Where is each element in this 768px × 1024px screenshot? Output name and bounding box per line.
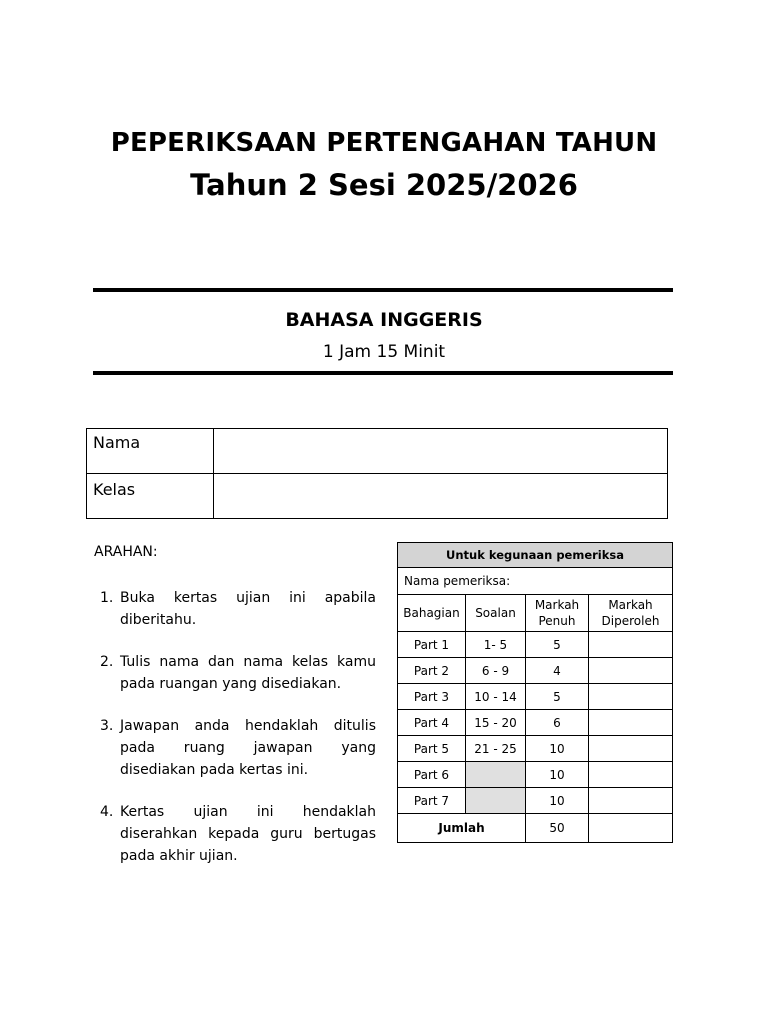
questions-cell xyxy=(466,788,526,814)
obtained-marks-cell[interactable] xyxy=(589,684,673,710)
part-cell: Part 4 xyxy=(398,710,466,736)
full-marks-cell: 10 xyxy=(526,736,589,762)
name-label: Nama xyxy=(87,429,214,474)
instruction-item xyxy=(94,587,376,631)
instruction-text: Buka kertas ujian ini apabila diberitahu. xyxy=(120,590,376,628)
instruction-number: 4. xyxy=(100,804,114,820)
examiner-name-field[interactable]: Nama pemeriksa: xyxy=(398,568,673,595)
column-header: Markah Diperoleh xyxy=(589,595,673,632)
part-cell: Part 3 xyxy=(398,684,466,710)
class-field[interactable] xyxy=(214,474,668,519)
instruction-item xyxy=(94,651,376,695)
table-row xyxy=(398,632,673,658)
questions-cell: 1- 5 xyxy=(466,632,526,658)
instructions-list xyxy=(94,587,376,887)
part-cell: Part 5 xyxy=(398,736,466,762)
questions-cell: 6 - 9 xyxy=(466,658,526,684)
table-row xyxy=(398,788,673,814)
table-row xyxy=(398,736,673,762)
examiner-marks-table xyxy=(397,542,673,843)
instructions-heading: ARAHAN: xyxy=(94,544,158,560)
total-obtained-marks[interactable] xyxy=(589,814,673,843)
part-cell: Part 2 xyxy=(398,658,466,684)
student-info-box xyxy=(86,428,668,519)
questions-cell xyxy=(466,762,526,788)
full-marks-cell: 10 xyxy=(526,762,589,788)
total-label: Jumlah xyxy=(398,814,526,843)
instruction-item xyxy=(94,715,376,781)
subject-title: BAHASA INGGERIS xyxy=(285,309,483,331)
exam-title: PEPERIKSAAN PERTENGAHAN TAHUN xyxy=(110,128,658,158)
obtained-marks-cell[interactable] xyxy=(589,658,673,684)
instruction-text: Tulis nama dan nama kelas kamu pada ruangan yang disediakan. xyxy=(120,654,376,692)
column-header: Bahagian xyxy=(398,595,466,632)
full-marks-cell: 6 xyxy=(526,710,589,736)
obtained-marks-cell[interactable] xyxy=(589,762,673,788)
table-row xyxy=(398,658,673,684)
instruction-number: 2. xyxy=(100,654,114,670)
questions-cell: 15 - 20 xyxy=(466,710,526,736)
obtained-marks-cell[interactable] xyxy=(589,788,673,814)
marks-table-heading: Untuk kegunaan pemeriksa xyxy=(398,543,673,568)
obtained-marks-cell[interactable] xyxy=(589,632,673,658)
total-full-marks: 50 xyxy=(526,814,589,843)
full-marks-cell: 10 xyxy=(526,788,589,814)
column-header: Soalan xyxy=(466,595,526,632)
instruction-text: Jawapan anda hendaklah ditulis pada ruang jawapan yang disediakan pada kertas ini. xyxy=(120,718,376,778)
bottom-divider xyxy=(93,371,673,375)
top-divider xyxy=(93,288,673,292)
obtained-marks-cell[interactable] xyxy=(589,736,673,762)
full-marks-cell: 4 xyxy=(526,658,589,684)
instruction-text: Kertas ujian ini hendaklah diserahkan kepada guru bertugas pada akhir ujian. xyxy=(120,804,376,864)
name-field[interactable] xyxy=(214,429,668,474)
part-cell: Part 6 xyxy=(398,762,466,788)
full-marks-cell: 5 xyxy=(526,684,589,710)
table-row xyxy=(398,684,673,710)
column-header: Markah Penuh xyxy=(526,595,589,632)
questions-cell: 21 - 25 xyxy=(466,736,526,762)
part-cell: Part 7 xyxy=(398,788,466,814)
class-label: Kelas xyxy=(87,474,214,519)
instruction-number: 3. xyxy=(100,718,114,734)
table-row xyxy=(398,762,673,788)
instruction-number: 1. xyxy=(100,590,114,606)
full-marks-cell: 5 xyxy=(526,632,589,658)
exam-duration: 1 Jam 15 Minit xyxy=(322,342,446,362)
obtained-marks-cell[interactable] xyxy=(589,710,673,736)
instruction-item xyxy=(94,801,376,867)
part-cell: Part 1 xyxy=(398,632,466,658)
total-row xyxy=(398,814,673,843)
exam-session: Tahun 2 Sesi 2025/2026 xyxy=(190,168,578,202)
questions-cell: 10 - 14 xyxy=(466,684,526,710)
table-row xyxy=(398,710,673,736)
